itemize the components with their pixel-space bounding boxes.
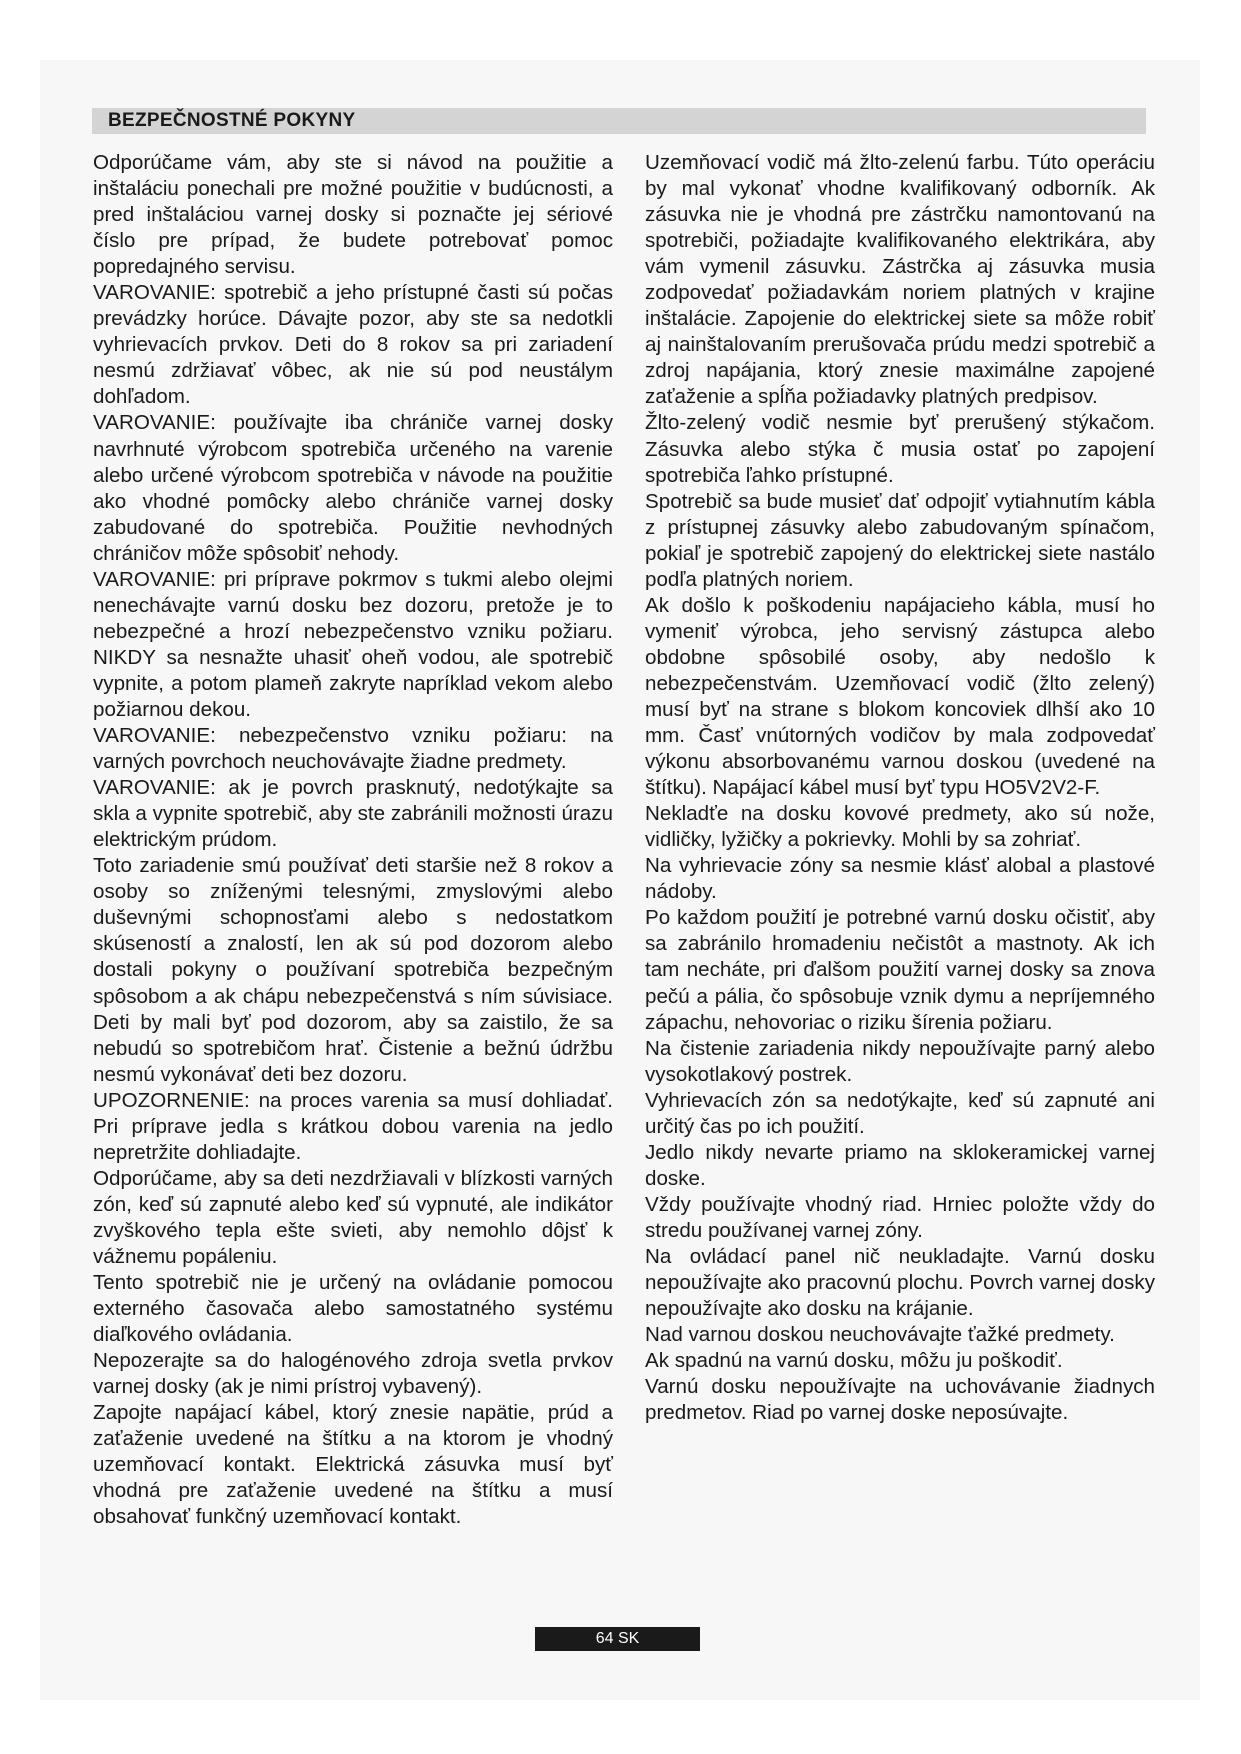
paragraph: Nekladťe na dosku kovové predmety, ako sú nože, vidličky, lyžičky a pokrievky. Mohli by sa zohriať. — [645, 802, 1155, 852]
paragraph: Ak došlo k poškodeniu napájacieho kábla, musí ho vymeniť výrobca, jeho servisný zástupca alebo obdobne spôsobilé osoby, aby nedošlo k nebezpečenstvám. Uzemňovací vodič (žlto zelený) musí byť na strane s blokom koncoviek dlhší ako 10 mm. Časť vnútorných vodičov by mala zodpovedať výkonu absorbovanému varnou doskou (uvedené na štítku). Napájací kábel musí byť typu HO5V2V2-F. — [645, 593, 1155, 800]
page-number: 64 SK — [535, 1627, 700, 1651]
paragraph: Spotrebič sa bude musieť dať odpojiť vytiahnutím kábla z prístupnej zásuvky alebo zabudovaným spínačom, pokiaľ je spotrebič zapojený do elektrickej siete nastálo podľa platných noriem. — [645, 489, 1155, 591]
paragraph: Toto zariadenie smú používať deti staršie než 8 rokov a osoby so zníženými telesnými, zmyslovými alebo duševnými schopnosťami alebo s nedostatkom skúseností a znalostí, len ak sú pod dozorom alebo dostali pokyny o používaní spotrebiča bezpečným spôsobom a ak chápu nebezpečenstvá s ním súvisiace. Deti by mali byť pod dozorom, aby sa zaistilo, že sa nebudú so spotrebičom hrať. Čistenie a bežnú údržbu nesmú vykonávať deti bez dozoru. — [93, 854, 613, 1086]
paragraph: Zapojte napájací kábel, ktorý znesie napätie, prúd a zaťaženie uvedené na štítku a na ktorom je vhodný uzemňovací kontakt. Elektrická zásuvka musí byť vhodná pre zaťaženie uvedené na štítku a musí obsahovať funkčný uzemňovací kontakt. — [93, 1401, 613, 1529]
paragraph: Na ovládací panel nič neukladajte. Varnú dosku nepoužívajte ako pracovnú plochu. Povrch varnej dosky nepoužívajte ako dosku na krájanie. — [645, 1244, 1155, 1321]
paragraph: Na čistenie zariadenia nikdy nepoužívajte parný alebo vysokotlakový postrek. — [645, 1036, 1155, 1086]
paragraph: Odporúčame vám, aby ste si návod na použitie a inštaláciu ponechali pre možné použitie v budúcnosti, a pred inštaláciou varnej dosky si poznačte jej sériové číslo pre prípad, že budete potrebovať pomoc popredajného servisu. — [93, 151, 613, 279]
paragraph: Jedlo nikdy nevarte priamo na sklokeramickej varnej doske. — [645, 1140, 1155, 1190]
paragraph: Ak spadnú na varnú dosku, môžu ju poškodiť. — [645, 1349, 1063, 1373]
paragraph: VAROVANIE: používajte iba chrániče varnej dosky navrhnuté výrobcom spotrebiča určeného na varenie alebo určené výrobcom spotrebiča v návode na použitie ako vhodné pomôcky alebo chrániče varnej dosky zabudované do spotrebiča. Použitie nevhodných chráničov môže spôsobiť nehody. — [93, 411, 613, 565]
paragraph: Nepozerajte sa do halogénového zdroja svetla prvkov varnej dosky (ak je nimi prístroj vybavený). — [93, 1349, 613, 1399]
right-column — [645, 150, 1155, 1426]
paragraph: Žlto-zelený vodič nesmie byť prerušený stýkačom. Zásuvka alebo stýka č musia ostať po zapojení spotrebiča ľahko prístupné. — [645, 411, 1155, 487]
paragraph: Vyhrievacích zón sa nedotýkajte, keď sú zapnuté ani určitý čas po ich použití. — [645, 1088, 1155, 1138]
paragraph: Vždy používajte vhodný riad. Hrniec položte vždy do stredu používanej varnej zóny. — [645, 1192, 1155, 1242]
paragraph: Tento spotrebič nie je určený na ovládanie pomocou externého časovača alebo samostatného systému diaľkového ovládania. — [93, 1271, 613, 1347]
paragraph: Varnú dosku nepoužívajte na uchovávanie žiadnych predmetov. Riad po varnej doske neposúvajte. — [645, 1375, 1155, 1425]
paragraph: Uzemňovací vodič má žlto-zelenú farbu. Túto operáciu by mal vykonať vhodne kvalifikovaný odborník. Ak zásuvka nie je vhodná pre zástrčku namontovanú na spotrebiči, požiadajte kvalifikovaného elektrikára, aby vám vymenil zásuvku. Zástrčka aj zásuvka musia zodpovedať požiadavkám noriem platných v krajine inštalácie. Zapojenie do elektrickej siete sa môže robiť aj nainštalovaním prerušovača prúdu medzi spotrebič a zdroj napájania, ktorý znesie maximálne zapojené zaťaženie a spĺňa požiadavky platných predpisov. — [645, 151, 1155, 409]
paragraph: VAROVANIE: ak je povrch prasknutý, nedotýkajte sa skla a vypnite spotrebič, aby ste zabránili možnosti úrazu elektrickým prúdom. — [93, 776, 613, 852]
paragraph: UPOZORNENIE: na proces varenia sa musí dohliadať. Pri príprave jedla s krátkou dobou varenia na jedlo nepretržite dohliadajte. — [93, 1088, 613, 1164]
section-title: BEZPEČNOSTNÉ POKYNY — [108, 110, 356, 131]
paragraph: Nad varnou doskou neuchovávajte ťažké predmety. — [645, 1323, 1115, 1347]
paragraph: Odporúčame, aby sa deti nezdržiavali v blízkosti varných zón, keď sú zapnuté alebo keď sú vypnuté, ale indikátor zvyškového tepla ešte svieti, aby nemohlo dôjsť k vážnemu popáleniu. — [93, 1166, 613, 1268]
paragraph: VAROVANIE: pri príprave pokrmov s tukmi alebo olejmi nenechávajte varnú dosku bez dozoru, pretože je to nebezpečné a hrozí nebezpečenstvo vzniku požiaru. NIKDY sa nesnažte uhasiť oheň vodou, ale spotrebič vypnite, a potom plameň zakryte napríklad vekom alebo požiarnou dekou. — [93, 567, 613, 721]
paragraph: VAROVANIE: nebezpečenstvo vzniku požiaru: na varných povrchoch neuchovávajte žiadne predmety. — [93, 724, 613, 774]
left-column — [93, 150, 613, 1530]
paragraph: VAROVANIE: spotrebič a jeho prístupné časti sú počas prevádzky horúce. Dávajte pozor, aby ste sa nedotkli vyhrievacích prvkov. Deti do 8 rokov sa pri zariadení nesmú zdržiavať vôbec, ak nie sú pod neustálym dohľadom. — [93, 281, 613, 409]
paragraph: Na vyhrievacie zóny sa nesmie klásť alobal a plastové nádoby. — [645, 854, 1155, 904]
paragraph: Po každom použití je potrebné varnú dosku očistiť, aby sa zabránilo hromadeniu nečistôt a mastnoty. Ak ich tam necháte, pri ďalšom použití varnej dosky sa znova pečú a pália, čo spôsobuje vznik dymu a nepríjemného zápachu, nehovoriac o riziku šírenia požiaru. — [645, 906, 1155, 1034]
